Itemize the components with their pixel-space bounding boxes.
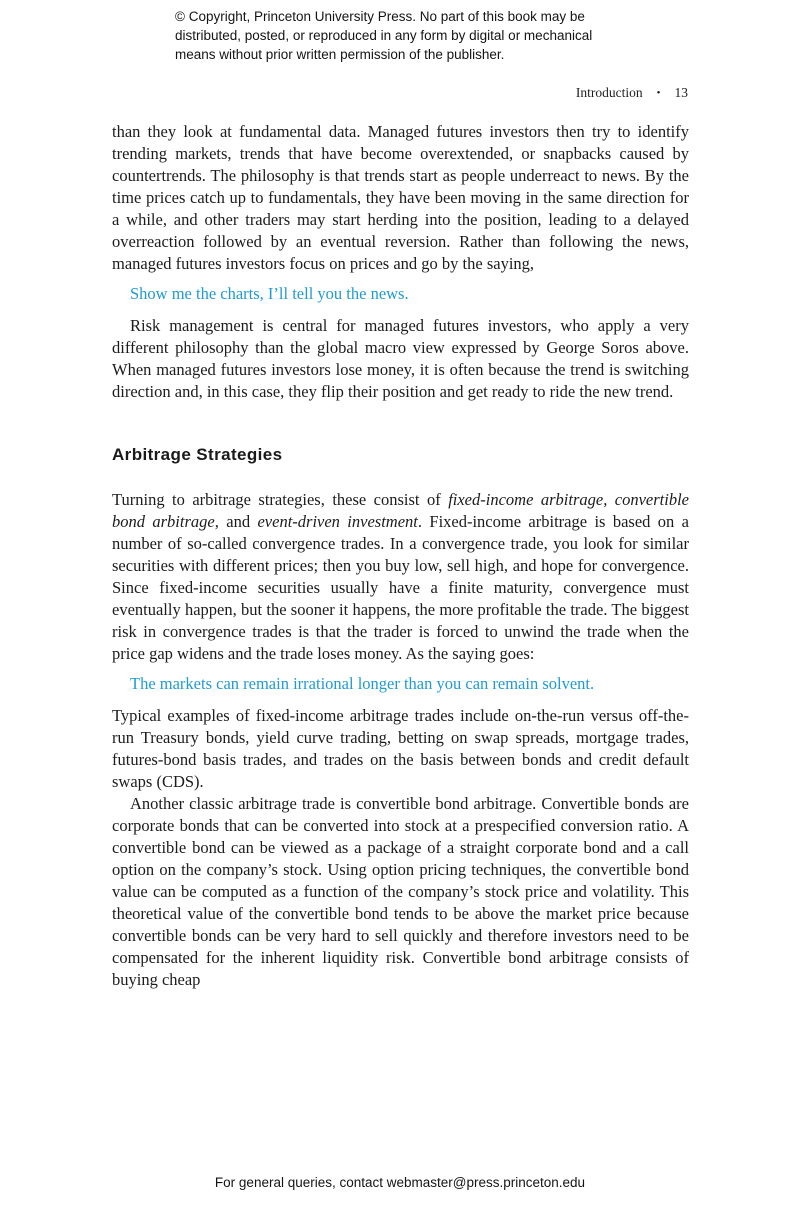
body-paragraph-1: than they look at fundamental data. Managed futures investors then try to identify trending markets, trends that have become overextended, or snapbacks caused by countertrends. The philosophy is that trends start as people underreact to news. By the time prices catch up to fundamentals, they have been moving in the same direction for a while, and other traders may start herding into the position, leading to a delayed overreaction followed by an eventual reversion. Rather than following the news, managed futures investors focus on prices and go by the saying, xyxy=(112,122,689,273)
body-paragraph-2: Risk management is central for managed futures investors, who apply a very different philosophy than the global macro view expressed by George Soros above. When managed futures investors lose money, it is often because the trend is switching direction and, in this case, they flip their position and get ready to ride the new trend. xyxy=(112,316,689,401)
italic-term-fixed-income-convertible: fixed-income arbitrage, convertible bond arbitrage xyxy=(112,490,689,531)
paragraph-3-intro: Turning to arbitrage strategies, these consist of xyxy=(112,490,449,509)
paragraph-3-rest: . Fixed-income arbitrage is based on a number of so-called convergence trades. In a convergence trade, you look for similar securities with different prices; then you buy low, sell high, and hope for convergence. Since fixed-income securities usually have a finite maturity, convergence must eventually happen, but the sooner it happens, the more profitable the trade. The biggest risk in convergence trades is that the trader is forced to unwind the trade when the price gap widens and the trade loses money. As the saying goes: xyxy=(112,512,690,663)
quote-2: The markets can remain irrational longer than you can remain solvent. xyxy=(130,674,595,693)
page-body xyxy=(112,121,689,991)
body-paragraph-3 xyxy=(112,489,689,665)
page-footer: For general queries, contact webmaster@press.princeton.edu xyxy=(214,1175,586,1190)
quote-1: Show me the charts, I’ll tell you the news. xyxy=(130,284,409,303)
section-heading-arbitrage-strategies: Arbitrage Strategies xyxy=(112,445,283,464)
running-head-section: Introduction xyxy=(575,85,643,100)
paragraph-3-connector: , and xyxy=(214,512,258,531)
body-paragraph-4: Typical examples of fixed-income arbitrage trades include on-the-run versus off-the-run Treasury bonds, yield curve trading, betting on swap spreads, mortgage trades, futures-bond basis trades, and trades on the basis between bonds and credit default swaps (CDS). xyxy=(112,706,689,791)
copyright-notice: © Copyright, Princeton University Press. No part of this book may be distributed, posted, or reproduced in any form by digital or mechanical means without prior written permission of the publisher. xyxy=(175,9,593,62)
running-head xyxy=(112,84,688,102)
page-number: 13 xyxy=(674,85,688,100)
italic-term-event-driven: event-driven investment xyxy=(257,512,418,531)
separator-dot-icon: • xyxy=(656,87,661,99)
body-paragraph-5: Another classic arbitrage trade is convertible bond arbitrage. Convertible bonds are corporate bonds that can be converted into stock at a prespecified conversion ratio. A convertible bond can be viewed as a package of a straight corporate bond and a call option on the company’s stock. Using option pricing techniques, the convertible bond value can be computed as a function of the company’s stock price and volatility. This theoretical value of the convertible bond tends to be above the market price because convertible bonds can be very hard to sell quickly and therefore investors need to be compensated for the inherent liquidity risk. Convertible bond arbitrage consists of buying cheap xyxy=(112,794,689,989)
